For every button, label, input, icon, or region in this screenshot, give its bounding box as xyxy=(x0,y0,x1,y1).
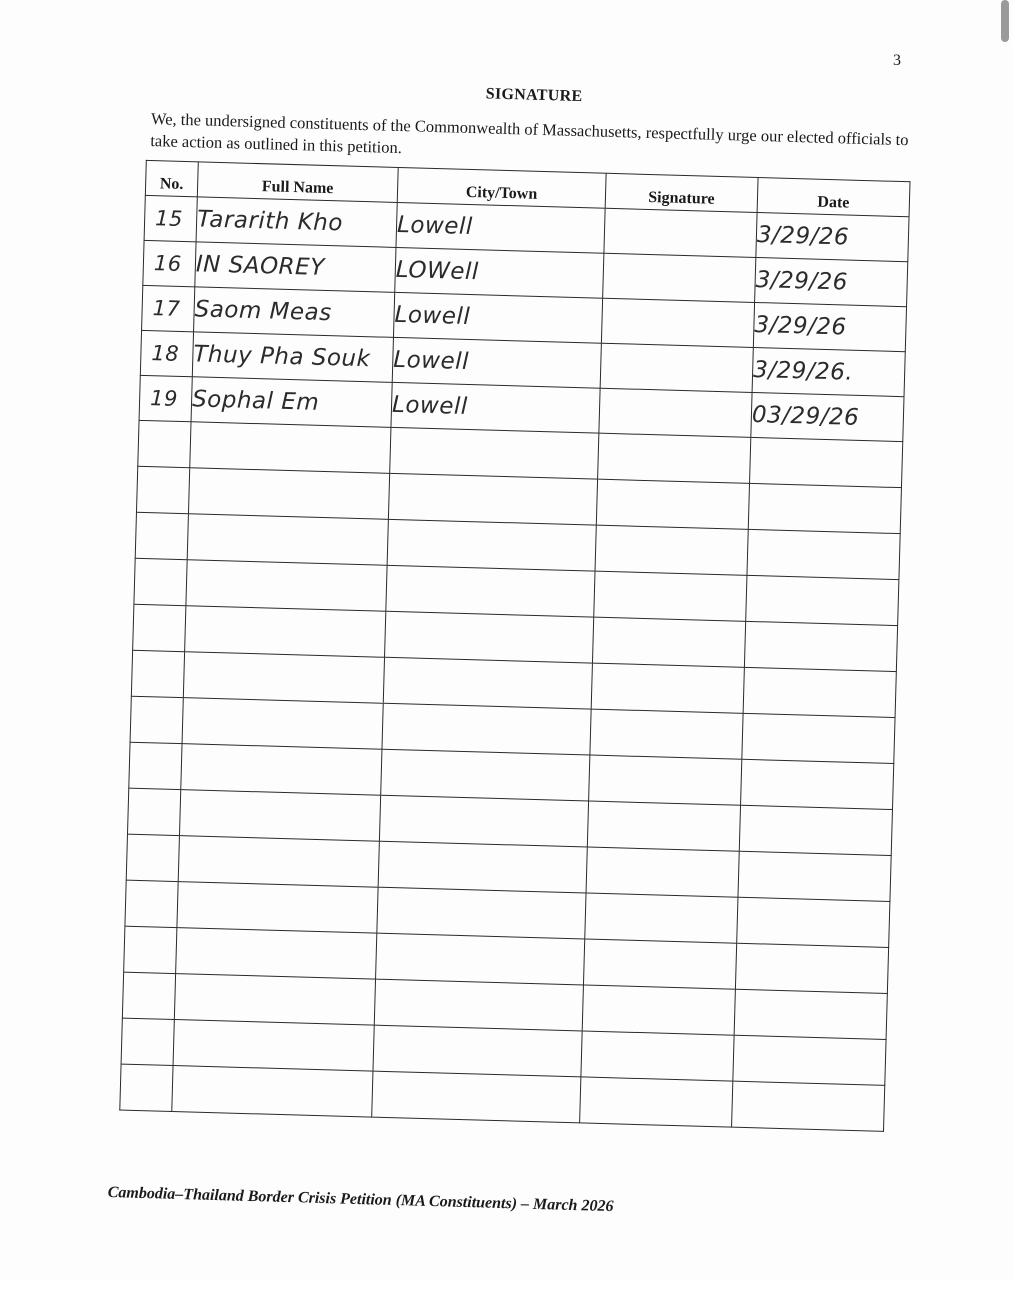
cell-city-town xyxy=(373,1025,582,1077)
cell-no: 15 xyxy=(144,195,197,241)
cell-city-town xyxy=(372,1071,581,1123)
cell-full-name xyxy=(186,560,387,612)
cell-signature xyxy=(580,1077,733,1127)
cell-full-name xyxy=(185,606,386,658)
cell-full-name xyxy=(187,514,388,566)
cell-date xyxy=(741,759,894,809)
cell-city-town: Lowell xyxy=(393,292,602,343)
cell-no xyxy=(136,466,189,513)
cell-signature xyxy=(581,1031,734,1081)
cell-signature xyxy=(604,208,757,257)
cell-city-town xyxy=(374,979,583,1031)
cell-no xyxy=(134,558,187,605)
page-title: SIGNATURE xyxy=(485,85,583,106)
cell-full-name xyxy=(183,652,384,704)
cell-signature xyxy=(585,893,738,943)
cell-signature xyxy=(596,479,749,529)
cell-city-town xyxy=(390,427,599,479)
cell-date: 3/29/26 xyxy=(756,213,909,262)
cell-full-name xyxy=(177,882,378,934)
cell-full-name xyxy=(181,744,382,796)
cell-no xyxy=(129,742,182,789)
cell-date xyxy=(743,667,896,717)
cell-no xyxy=(133,604,186,651)
cell-date xyxy=(750,437,903,487)
signature-table xyxy=(119,160,910,1132)
cell-full-name xyxy=(172,1066,373,1118)
cell-signature xyxy=(594,571,747,621)
cell-signature xyxy=(587,801,740,851)
intro-paragraph: We, the undersigned constituents of the Commonwealth of Massachusetts, respectfully urge our elected officials to take action as outlined in this petition. xyxy=(150,109,909,158)
cell-signature xyxy=(598,433,751,483)
cell-full-name: Sophal Em xyxy=(191,377,392,428)
cell-full-name xyxy=(179,790,380,842)
cell-no xyxy=(120,1064,173,1111)
column-header-city-town: City/Town xyxy=(397,167,606,208)
cell-city-town: Lowell xyxy=(396,202,605,253)
cell-date xyxy=(737,897,890,947)
cell-date xyxy=(734,989,887,1039)
cell-signature xyxy=(603,253,756,302)
cell-date xyxy=(735,943,888,993)
cell-date: 3/29/26 xyxy=(753,302,906,351)
cell-no xyxy=(122,972,175,1019)
cell-signature xyxy=(591,663,744,713)
cell-no xyxy=(121,1018,174,1065)
cell-city-town xyxy=(388,473,597,525)
cell-city-town xyxy=(379,795,588,847)
cell-date xyxy=(733,1035,886,1085)
cell-city-town: Lowell xyxy=(392,337,601,388)
cell-no: 19 xyxy=(139,375,192,421)
cell-city-town xyxy=(381,749,590,801)
cell-city-town xyxy=(385,611,594,663)
cell-full-name xyxy=(173,1020,374,1072)
cell-full-name xyxy=(182,698,383,750)
cell-signature xyxy=(599,388,752,437)
cell-date xyxy=(738,851,891,901)
cell-city-town xyxy=(378,841,587,893)
cell-no xyxy=(127,788,180,835)
page-number: 3 xyxy=(893,52,901,69)
column-header-signature: Signature xyxy=(605,173,758,212)
cell-full-name: Saom Meas xyxy=(194,287,395,338)
cell-full-name: Thuy Pha Souk xyxy=(192,332,393,383)
cell-full-name xyxy=(174,974,375,1026)
cell-no: 18 xyxy=(140,330,193,376)
cell-full-name: IN SAOREY xyxy=(195,242,396,293)
cell-city-town xyxy=(376,933,585,985)
cell-city-town xyxy=(386,565,595,617)
cell-no xyxy=(135,512,188,559)
column-header-no: No. xyxy=(145,160,198,196)
cell-date xyxy=(732,1081,885,1131)
document-footer: Cambodia–Thailand Border Crisis Petition (MA Constituents) – March 2026 xyxy=(107,1184,614,1216)
cell-signature xyxy=(583,939,736,989)
cell-no xyxy=(125,880,178,927)
cell-signature xyxy=(592,617,745,667)
cell-date: 3/29/26 xyxy=(755,257,908,306)
cell-signature xyxy=(589,755,742,805)
cell-no xyxy=(138,420,191,467)
cell-date: 3/29/26. xyxy=(752,347,905,396)
cell-signature xyxy=(586,847,739,897)
cell-date xyxy=(746,575,899,625)
cell-date xyxy=(744,621,897,671)
cell-city-town: Lowell xyxy=(391,382,600,433)
cell-city-town: LOWell xyxy=(395,247,604,298)
cell-date xyxy=(742,713,895,763)
cell-signature xyxy=(590,709,743,759)
cell-no: 16 xyxy=(143,240,196,286)
cell-signature xyxy=(600,343,753,392)
cell-signature xyxy=(582,985,735,1035)
cell-city-town xyxy=(382,703,591,755)
cell-signature xyxy=(601,298,754,347)
cell-no: 17 xyxy=(142,285,195,331)
cell-date: 03/29/26 xyxy=(751,392,904,441)
cell-no xyxy=(126,834,179,881)
cell-city-town xyxy=(377,887,586,939)
cell-date xyxy=(739,805,892,855)
cell-full-name: Tararith Kho xyxy=(196,197,397,248)
cell-no xyxy=(124,926,177,973)
cell-full-name xyxy=(188,468,389,520)
cell-full-name xyxy=(190,422,391,474)
cell-date xyxy=(747,529,900,579)
column-header-date: Date xyxy=(757,178,910,217)
cell-full-name xyxy=(176,928,377,980)
column-header-full-name: Full Name xyxy=(197,162,398,203)
cell-full-name xyxy=(178,836,379,888)
cell-city-town xyxy=(387,519,596,571)
cell-city-town xyxy=(383,657,592,709)
cell-date xyxy=(748,483,901,533)
cell-no xyxy=(130,696,183,743)
cell-no xyxy=(131,650,184,697)
cell-signature xyxy=(595,525,748,575)
